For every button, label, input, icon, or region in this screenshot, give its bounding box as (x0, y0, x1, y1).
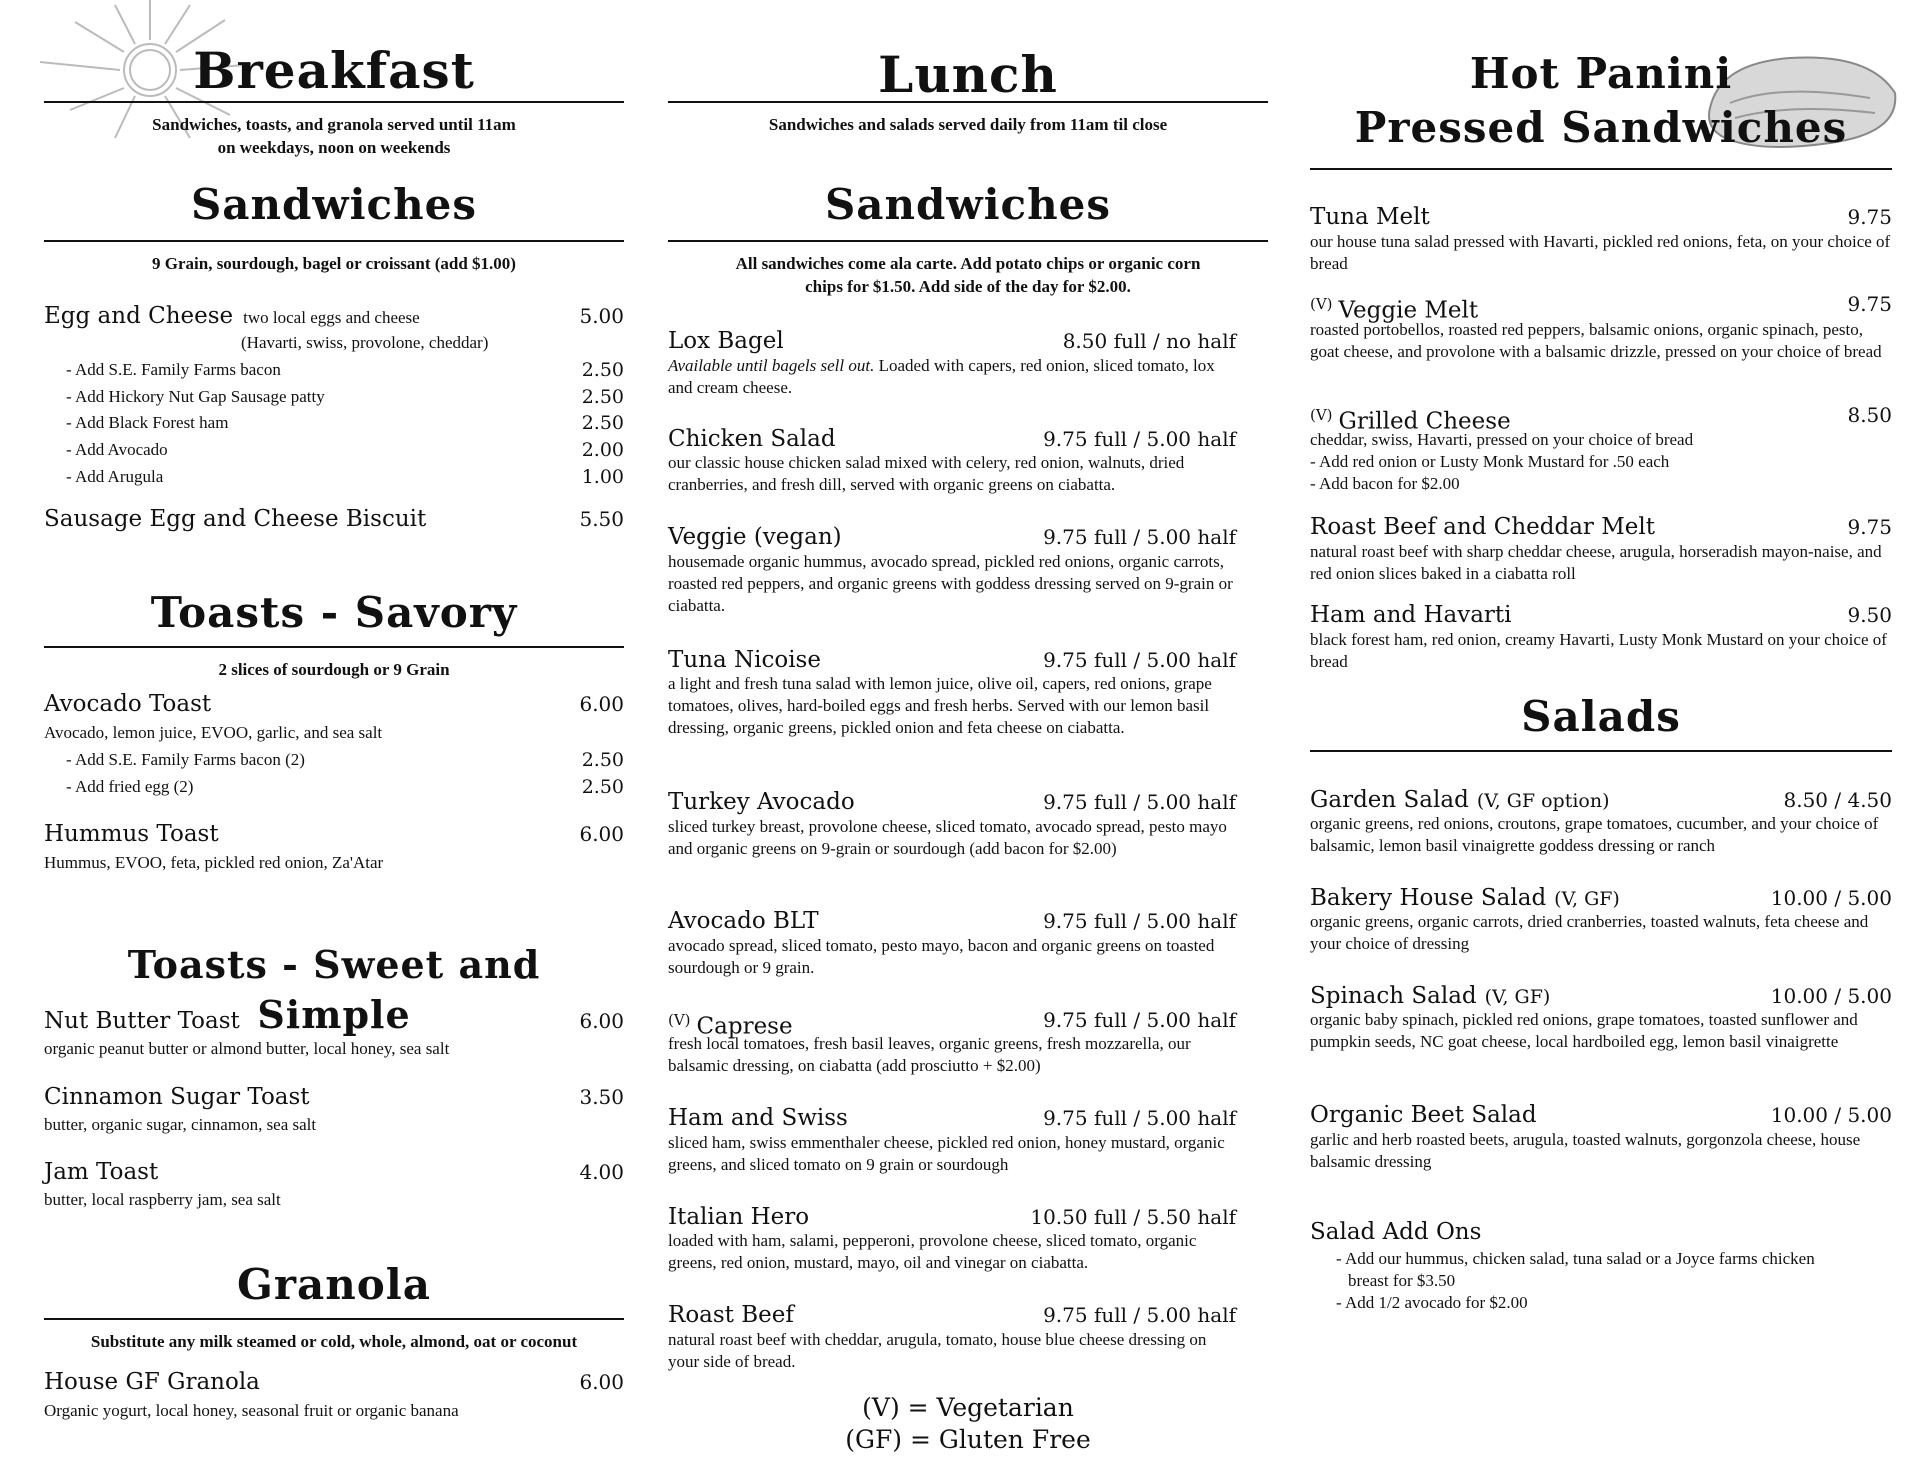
item-description: Hummus, EVOO, feta, pickled red onion, Za'Atar (44, 853, 384, 872)
item-description: natural roast beef with sharp cheddar cheese, arugula, horseradish mayon-naise, and red onion slices baked in a ciabatta roll (1310, 542, 1882, 583)
item-name: Nut Butter Toast (44, 1008, 240, 1034)
addon-label: - Add Black Forest ham (66, 413, 229, 432)
item-price: 5.00 (579, 304, 624, 328)
lunch-sandwich-note-line1: All sandwiches come ala carte. Add potato chips or organic corn (735, 254, 1201, 273)
item-price: 10.00 / 5.00 (1770, 984, 1892, 1008)
item-name: Tuna Melt (1310, 204, 1430, 230)
diet-options: (V, GF) (1554, 888, 1620, 910)
item-addon: - Add red onion or Lusty Monk Mustard for .50 each (1310, 452, 1670, 471)
granola-heading: Granola (237, 1260, 431, 1309)
item-description: Available until bagels sell out. Loaded with capers, red onion, sliced tomato, lox and cream cheese. (668, 356, 1215, 397)
item-name: $^{(V)}$ Veggie Melt (1310, 295, 1479, 324)
lunch-hours-note: Sandwiches and salads served daily from 11am til close (768, 115, 1168, 134)
toasts-savory-heading: Toasts - Savory (150, 588, 518, 637)
item-description: a light and fresh tuna salad with lemon juice, olive oil, capers, red onions, grape tomatoes, olives, hard-boiled eggs and fresh herbs. Served with our lemon basil dressing, organic greens, pickled onion and feta cheese on ciabatta. (668, 674, 1212, 737)
item-name: Lox Bagel (668, 328, 784, 354)
breakfast-title: Breakfast (193, 41, 475, 100)
addon-price: 2.00 (581, 439, 624, 461)
salad-addon: - Add 1/2 avocado for $2.00 (1336, 1293, 1528, 1312)
item-name: Avocado Toast (44, 691, 212, 717)
item-name: Roast Beef (668, 1302, 794, 1328)
addon-price: 2.50 (581, 386, 624, 408)
toast-bread-note: 2 slices of sourdough or 9 Grain (218, 660, 450, 679)
item-price: 9.75 (1847, 515, 1892, 539)
item-name: Jam Toast (44, 1159, 159, 1185)
item-name-biscuit: Sausage Egg and Cheese Biscuit (44, 506, 427, 532)
item-price: 9.75 full / 5.00 half (1043, 1008, 1236, 1032)
item-price: 10.00 / 5.00 (1770, 1103, 1892, 1127)
salad-addon: - Add our hummus, chicken salad, tuna salad or a Joyce farms chicken (1336, 1249, 1815, 1268)
item-price: 9.75 full / 5.00 half (1043, 909, 1236, 933)
item-price: 10.00 / 5.00 (1770, 886, 1892, 910)
salad-addon-continued: breast for $3.50 (1348, 1271, 1456, 1290)
vegetarian-mark: (V) (1310, 406, 1333, 424)
item-price: 4.00 (579, 1160, 624, 1184)
addon-price: 2.50 (581, 749, 624, 771)
item-description: organic peanut butter or almond butter, local honey, sea salt (44, 1039, 450, 1058)
item-description: loaded with ham, salami, pepperoni, provolone cheese, sliced tomato, organic greens, red onion, mustard, mayo, oil and vinegar on ciabatta. (668, 1231, 1197, 1272)
lunch-column (668, 0, 1268, 1484)
granola-milk-note: Substitute any milk steamed or cold, whole, almond, oat or coconut (90, 1332, 578, 1351)
item-name: Tuna Nicoise (668, 647, 821, 673)
diet-options: (V, GF option) (1476, 790, 1610, 812)
addon-label: - Add S.E. Family Farms bacon (2) (66, 750, 305, 769)
item-name: Hummus Toast (44, 821, 219, 847)
addon-price: 2.50 (581, 776, 624, 798)
vegetarian-mark: (V) (1310, 295, 1333, 313)
item-name: Ham and Havarti (1310, 602, 1512, 628)
item-description-cheeses: (Havarti, swiss, provolone, cheddar) (241, 333, 489, 352)
item-price: 5.50 (579, 507, 624, 531)
item-price: 3.50 (579, 1085, 624, 1109)
lunch-sandwiches-heading: Sandwiches (824, 180, 1112, 229)
item-price: 6.00 (579, 692, 624, 716)
item-price: 9.75 full / 5.00 half (1043, 525, 1236, 549)
panini-salads-column (1310, 0, 1892, 1484)
item-description: roasted portobellos, roasted red peppers, balsamic onions, organic spinach, pesto, goat cheese, and provolone with a balsamic drizzle, pressed on your choice of bread (1310, 320, 1882, 361)
divider (668, 240, 1268, 242)
item-description: sliced ham, swiss emmenthaler cheese, pickled red onion, honey mustard, organic greens, and sliced tomato on 9 grain or sourdough (668, 1133, 1225, 1174)
addon-label: - Add Arugula (66, 467, 164, 486)
item-price: 6.00 (579, 1370, 624, 1394)
item-name: House GF Granola (44, 1369, 260, 1395)
item-name: Spinach Salad (V, GF) (1310, 983, 1551, 1009)
item-name: Veggie (vegan) (668, 524, 842, 550)
lunch-title: Lunch (878, 45, 1058, 104)
item-price: 9.75 full / 5.00 half (1043, 648, 1236, 672)
divider (44, 1318, 624, 1320)
item-price: 6.00 (579, 822, 624, 846)
addon-price: 2.50 (581, 359, 624, 381)
lunch-sandwich-note-line2: chips for $1.50. Add side of the day for $2.00. (805, 277, 1131, 296)
divider (44, 646, 624, 648)
addon-label: - Add S.E. Family Farms bacon (66, 360, 281, 379)
item-name: Garden Salad (V, GF option) (1310, 787, 1610, 813)
salads-heading: Salads (1521, 692, 1681, 741)
item-description: black forest ham, red onion, creamy Havarti, Lusty Monk Mustard on your choice of bread (1310, 630, 1887, 671)
divider (1310, 750, 1892, 752)
divider (44, 240, 624, 242)
addon-label: - Add Avocado (66, 440, 168, 459)
item-description: organic baby spinach, pickled red onions, grape tomatoes, toasted sunflower and pumpkin seeds, NC goat cheese, local hardboiled egg, lemon basil vinaigrette (1310, 1010, 1858, 1051)
panini-title-line1: Hot Panini (1469, 49, 1733, 98)
item-price: 8.50 / 4.50 (1783, 788, 1892, 812)
item-addon: - Add bacon for $2.00 (1310, 474, 1460, 493)
salad-addons-heading: Salad Add Ons (1310, 1219, 1482, 1245)
item-name: Bakery House Salad (V, GF) (1310, 885, 1620, 911)
item-description: sliced turkey breast, provolone cheese, sliced tomato, avocado spread, pesto mayo and organic greens on 9-grain or sourdough (add bacon for $2.00) (668, 817, 1227, 858)
divider (1310, 168, 1892, 170)
item-description: our house tuna salad pressed with Havarti, pickled red onions, feta, on your choice of bread (1310, 232, 1891, 273)
breakfast-bread-note: 9 Grain, sourdough, bagel or croissant (add $1.00) (152, 254, 516, 273)
addon-label: - Add Hickory Nut Gap Sausage patty (66, 387, 325, 406)
breakfast-hours-line2: on weekdays, noon on weekends (217, 138, 451, 157)
addon-price: 2.50 (581, 412, 624, 434)
vegetarian-mark: (V) (668, 1011, 691, 1029)
item-description: our classic house chicken salad mixed with celery, red onion, walnuts, dried cranberries, and fresh dill, served with organic greens on ciabatta. (668, 453, 1185, 494)
item-description: organic greens, red onions, croutons, grape tomatoes, cucumber, and your choice of balsamic, lemon basil vinaigrette goddess dressing or ranch (1310, 814, 1879, 855)
divider (668, 101, 1268, 103)
item-description: natural roast beef with cheddar, arugula, tomato, house blue cheese dressing on your side of bread. (668, 1330, 1207, 1371)
item-price: 6.00 (579, 1009, 624, 1033)
item-description: butter, organic sugar, cinnamon, sea salt (44, 1115, 317, 1134)
item-name: $^{(V)}$ Grilled Cheese (1310, 406, 1511, 435)
item-name: Avocado BLT (668, 908, 819, 934)
toasts-sweet-heading: Toasts - Sweet and Simple (127, 942, 541, 1037)
item-price: 9.50 (1847, 603, 1892, 627)
item-name: Cinnamon Sugar Toast (44, 1084, 310, 1110)
item-price: 9.75 full / 5.00 half (1043, 1303, 1236, 1327)
item-description: butter, local raspberry jam, sea salt (44, 1190, 281, 1209)
item-price: 8.50 (1847, 403, 1892, 427)
breakfast-sandwiches-heading: Sandwiches (190, 180, 478, 229)
item-description: housemade organic hummus, avocado spread, pickled red onions, organic carrots, roasted red peppers, and organic greens with goddess dressing served on 9-grain or ciabatta. (668, 552, 1233, 615)
item-description: Avocado, lemon juice, EVOO, garlic, and sea salt (44, 723, 383, 742)
item-price: 9.75 full / 5.00 half (1043, 427, 1236, 451)
addon-label: - Add fried egg (2) (66, 777, 194, 796)
item-description: cheddar, swiss, Havarti, pressed on your choice of bread (1310, 430, 1694, 449)
item-name: Egg and Cheese two local eggs and cheese (44, 303, 420, 329)
item-name: $^{(V)}$ Caprese (668, 1011, 793, 1040)
legend-vegetarian: (V) = Vegetarian (862, 1393, 1074, 1422)
item-description: two local eggs and cheese (243, 308, 420, 327)
item-name: Chicken Salad (668, 426, 836, 452)
item-description: Organic yogurt, local honey, seasonal fruit or organic banana (44, 1401, 459, 1420)
breakfast-hours-line1: Sandwiches, toasts, and granola served until 11am (152, 115, 516, 134)
item-name: Roast Beef and Cheddar Melt (1310, 514, 1655, 540)
item-price: 9.75 (1847, 292, 1892, 316)
item-price: 9.75 full / 5.00 half (1043, 1106, 1236, 1130)
item-price: 10.50 full / 5.50 half (1030, 1205, 1236, 1229)
item-description: garlic and herb roasted beets, arugula, toasted walnuts, gorgonzola cheese, house balsamic dressing (1310, 1130, 1861, 1171)
item-description: fresh local tomatoes, fresh basil leaves, organic greens, fresh mozzarella, our balsamic dressing, on ciabatta (add prosciutto + $2.00) (668, 1034, 1191, 1075)
item-description: avocado spread, sliced tomato, pesto mayo, bacon and organic greens on toasted sourdough or 9 grain. (668, 936, 1215, 977)
item-name: Ham and Swiss (668, 1105, 848, 1131)
legend-gluten-free: (GF) = Gluten Free (845, 1425, 1091, 1454)
item-price: 8.50 full / no half (1062, 329, 1236, 353)
breakfast-column (44, 0, 624, 1484)
divider (44, 101, 624, 103)
addon-price: 1.00 (581, 466, 624, 488)
item-price: 9.75 full / 5.00 half (1043, 790, 1236, 814)
item-name: Italian Hero (668, 1204, 810, 1230)
item-name: Organic Beet Salad (1310, 1102, 1537, 1128)
item-name: Turkey Avocado (668, 789, 855, 815)
item-price: 9.75 (1847, 205, 1892, 229)
diet-options: (V, GF) (1484, 986, 1551, 1008)
panini-title-line2: Pressed Sandwiches (1354, 103, 1848, 152)
item-description: organic greens, organic carrots, dried cranberries, toasted walnuts, feta cheese and your choice of dressing (1310, 912, 1869, 953)
